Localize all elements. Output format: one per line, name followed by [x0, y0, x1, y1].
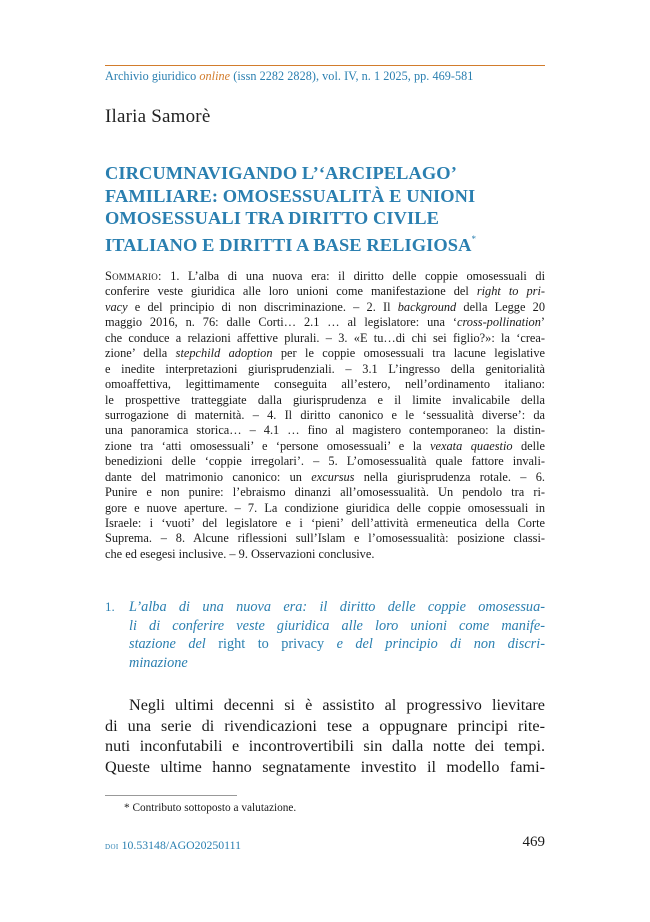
author-name: Ilaria Samorè	[105, 106, 211, 127]
summary-line: che conduce a relazioni affettive plurali. – 3. «E tu…di chi sei figlio?»: la ‘crea-	[105, 330, 545, 345]
title-line: OMOSESSUALI TRA DIRITTO CIVILE	[105, 208, 439, 229]
summary-line: una panoramica storica… – 4.1 … fino al magistero contemporaneo: la distin-	[105, 423, 545, 438]
section-title-line: stazione del right to privacy e del principio di non discri-	[129, 636, 545, 653]
doi-label: doi	[105, 841, 119, 852]
title-line: FAMILIARE: OMOSESSUALITÀ E UNIONI	[105, 185, 476, 206]
body-paragraph	[105, 695, 545, 778]
section-title-line: minazione	[129, 654, 188, 671]
summary-line-text: 1. L’alba di una nuova era: il diritto delle coppie omosessuali di	[161, 269, 545, 283]
section-title-line: li di conferire veste giuridica alle loro unioni come manife-	[129, 617, 545, 634]
summary	[105, 269, 545, 562]
body-line: Queste ultime hanno segnatamente investito il modello fami-	[105, 758, 545, 777]
section-number: 1.	[105, 599, 115, 614]
summary-line: gore e nuove aperture. – 7. La condizione giuridica delle coppie omosessuali in	[105, 500, 545, 515]
title-line-text: ITALIANO E DIRITTI A BASE RELIGIOSA	[105, 235, 472, 256]
summary-line: maggio 2016, n. 76: dalle Corti… 2.1 … al legislatore: una ‘cross-pollination’	[105, 315, 545, 330]
summary-line: zione’ della stepchild adoption per le coppie omosessuali tra lacune legislative	[105, 346, 546, 361]
summary-line: dante del matrimonio canonico: un excursus nella giurisprudenza rotale. – 6.	[105, 469, 545, 484]
summary-line: surrogazione di maternità. – 4. Il diritto canonico e le ‘sessualità diverse’: da	[105, 407, 545, 422]
body-line: nuti inconfutabili e incontrovertibili sin dalla notte dei tempi.	[105, 737, 545, 756]
body-line: Negli ultimi decenni si è assistito al progressivo lievitare	[129, 696, 545, 714]
summary-label: Sommario:	[105, 269, 162, 283]
journal-online: online	[199, 69, 231, 83]
section-title-line: L’alba di una nuova era: il diritto delle coppie omosessua-	[129, 599, 545, 615]
body-line: di una serie di rivendicazioni tese a oppugnare principi rite-	[105, 716, 545, 735]
header-rule	[105, 65, 545, 66]
summary-line	[105, 269, 545, 284]
running-header	[105, 69, 545, 84]
summary-line: conferire veste giuridica alle loro unioni come manifestazione del right to pri-	[105, 284, 545, 299]
doi-footer	[105, 838, 241, 853]
summary-line: zione tra ‘atti omosessuali’ e ‘persone omosessuali’ e la vexata quaestio delle	[105, 438, 545, 453]
title-line: CIRCUMNAVIGANDO L’‘ARCIPELAGO’	[105, 163, 457, 183]
footnote-rule	[105, 795, 237, 796]
summary-line: che ed esegesi inclusive. – 9. Osservazioni conclusive.	[105, 546, 375, 561]
title-line	[105, 230, 545, 257]
journal-name: Archivio giuridico	[105, 69, 200, 83]
summary-line: Israele: i ‘vuoti’ del legislatore e i ‘pieni’ dell’attività ermeneutica della Corte	[105, 516, 545, 530]
footnote: * Contributo sottoposto a valutazione.	[124, 802, 297, 814]
article-title	[105, 162, 545, 257]
summary-line: omoaffettiva, legittimamente conseguita all’estero, nell’ordinamento italiano:	[105, 377, 545, 392]
section-title	[129, 598, 545, 672]
summary-line: Suprema. – 8. Alcune riflessioni sull’Islam e l’omosessualità: posizione classi-	[105, 531, 545, 546]
page-number: 469	[522, 834, 545, 850]
summary-line: e inedite interpretazioni giurisprudenziali. – 3.1 L’ingresso della genitorialità	[105, 361, 545, 376]
summary-line: benedizioni delle ‘coppie irregolari’. – 5. L’omosessualità quale fattore invali-	[105, 454, 545, 469]
summary-line: vacy e del principio di non discriminazione. – 2. Il background della Legge 20	[105, 299, 545, 314]
doi-value: 10.53148/AGO20250111	[118, 838, 241, 852]
summary-line: Punire e non punire: l’ebraismo dinanzi all’omosessualità. Un pendolo tra ri-	[105, 485, 545, 500]
title-footnote-mark: *	[471, 234, 477, 245]
summary-line: le prospettive tratteggiate dalla giurisprudenza e il limite invalicabile della	[105, 392, 545, 407]
journal-details: (issn 2282 2828), vol. IV, n. 1 2025, pp. 469-581	[230, 69, 474, 83]
